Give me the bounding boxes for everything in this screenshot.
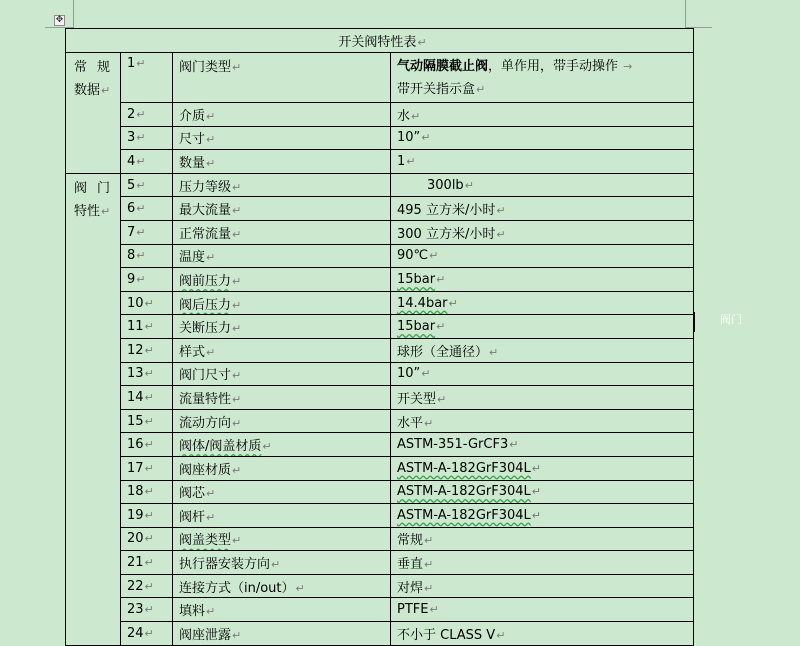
paragraph-mark: ↵ (232, 298, 242, 312)
paragraph-mark: ↵ (206, 251, 216, 265)
paragraph-mark: ↵ (421, 367, 431, 381)
parameter-name: 关断压力 (179, 321, 232, 337)
paragraph-mark: ↵ (429, 249, 439, 263)
paragraph-mark: ↵ (232, 369, 242, 383)
parameter-name-cell (173, 244, 391, 268)
row-number: 19 (127, 507, 144, 523)
row-number: 5 (127, 177, 136, 193)
parameter-value: ASTM-A-182GrF304L (397, 484, 531, 500)
paragraph-mark: ↵ (232, 204, 242, 218)
paragraph-mark: ↵ (144, 461, 154, 475)
row-number-cell (121, 622, 173, 646)
table-row (66, 598, 694, 622)
paragraph-mark: ↵ (531, 461, 541, 475)
row-number: 12 (127, 342, 144, 358)
row-number: 10 (127, 295, 144, 311)
paragraph-mark: ↵ (271, 558, 281, 572)
table-row (66, 338, 694, 362)
table-row (66, 244, 694, 268)
parameter-name: 阀座泄露 (179, 627, 232, 643)
row-number: 20 (127, 531, 144, 547)
paragraph-mark: ↵ (436, 320, 446, 334)
parameter-name: 压力等级 (179, 179, 232, 195)
parameter-value: 水 (397, 108, 411, 124)
paragraph-mark: ↵ (464, 178, 474, 192)
crop-mark-left-vertical (73, 0, 74, 28)
parameter-value: 水平 (397, 415, 424, 431)
parameter-value-cell (391, 456, 694, 480)
parameter-name-cell (173, 150, 391, 174)
parameter-name: 流动方向 (179, 415, 232, 431)
row-number: 14 (127, 389, 144, 405)
paragraph-mark: ↵ (206, 133, 216, 147)
row-number: 16 (127, 437, 144, 453)
parameter-name: 阀前压力 (179, 273, 232, 289)
table-row (66, 574, 694, 598)
table-row (66, 386, 694, 410)
crop-mark-right-vertical (685, 0, 686, 28)
group-label-line1: 阀 门 (74, 180, 110, 196)
paragraph-mark: ↵ (144, 579, 154, 593)
parameter-value-cell (391, 220, 694, 244)
row-number: 23 (127, 602, 144, 618)
row-number-cell (121, 551, 173, 575)
table-row (66, 622, 694, 646)
row-number: 1 (127, 56, 136, 71)
parameter-value: ，单作用，带手动操作 (488, 58, 619, 74)
parameter-value-cell (391, 53, 694, 103)
row-number-cell (121, 338, 173, 362)
parameter-value-cell (391, 574, 694, 598)
paragraph-mark: ↵ (496, 227, 506, 241)
paragraph-mark: ↵ (417, 36, 427, 49)
paragraph-mark: ↵ (206, 109, 216, 123)
paragraph-mark: ↵ (136, 131, 146, 145)
paragraph-mark: ↵ (232, 322, 242, 336)
parameter-value: 15bar (397, 271, 436, 287)
parameter-name: 阀芯 (179, 486, 206, 502)
row-number: 22 (127, 578, 144, 594)
parameter-value: 不小于 CLASS V (397, 627, 496, 643)
table-row (66, 456, 694, 480)
paragraph-mark: ↵ (206, 345, 216, 359)
row-number-cell (121, 150, 173, 174)
parameter-value: 10” (397, 130, 421, 146)
paragraph-mark: ↵ (232, 61, 242, 74)
paragraph-mark: ↵ (232, 416, 242, 430)
table-row (66, 126, 694, 150)
paragraph-mark: ↵ (206, 156, 216, 170)
parameter-value: 14.4bar (397, 295, 448, 311)
paragraph-mark: ↵ (424, 581, 434, 595)
table-title-text: 开关阀特性表 (338, 35, 417, 50)
parameter-name: 阀体/阀盖材质 (179, 439, 262, 455)
paragraph-mark: ↵ (136, 249, 146, 263)
parameter-value-cell (391, 173, 694, 197)
parameter-value: ASTM-A-182GrF304L (397, 460, 531, 476)
parameter-name: 温度 (179, 250, 206, 266)
row-number-cell (121, 598, 173, 622)
parameter-value-cell (391, 291, 694, 315)
row-number: 17 (127, 460, 144, 476)
parameter-value: 对焊 (397, 580, 424, 596)
row-number: 18 (127, 484, 144, 500)
parameter-name-cell (173, 53, 391, 103)
table-row (66, 150, 694, 174)
parameter-value-cell (391, 150, 694, 174)
paragraph-mark: ↵ (295, 581, 305, 595)
row-number-cell (121, 220, 173, 244)
parameter-name: 填料 (179, 604, 206, 620)
paragraph-mark: ↵ (144, 414, 154, 428)
parameter-name-cell (173, 551, 391, 575)
paragraph-mark: ↵ (144, 343, 154, 357)
parameter-value: 开关型 (397, 391, 437, 407)
parameter-name-cell (173, 315, 391, 339)
parameter-value-cell (391, 551, 694, 575)
paragraph-mark: ↵ (411, 109, 421, 123)
paragraph-mark: ↵ (144, 485, 154, 499)
parameter-name-cell (173, 598, 391, 622)
parameter-name: 数量 (179, 155, 206, 171)
table-row (66, 291, 694, 315)
parameter-name-cell (173, 480, 391, 504)
paragraph-mark: ↵ (531, 508, 541, 522)
table-row (66, 480, 694, 504)
paragraph-mark: ↵ (448, 296, 458, 310)
parameter-name-cell (173, 126, 391, 150)
parameter-name: 阀杆 (179, 509, 206, 525)
parameter-name: 流量特性 (179, 391, 232, 407)
parameter-name-cell (173, 456, 391, 480)
table-row (66, 220, 694, 244)
row-number: 15 (127, 413, 144, 429)
parameter-value-cell (391, 103, 694, 127)
paragraph-mark: ↵ (437, 392, 447, 406)
paragraph-mark: ↵ (232, 180, 242, 194)
parameter-name: 阀门类型 (179, 60, 232, 75)
row-number-cell (121, 53, 173, 103)
group-label-line2: 特性 (74, 203, 101, 219)
table-row (66, 268, 694, 292)
parameter-value-cell (391, 504, 694, 528)
parameter-name: 阀座材质 (179, 462, 232, 478)
row-number: 2 (127, 106, 136, 122)
row-number: 3 (127, 130, 136, 146)
parameter-name-cell (173, 386, 391, 410)
paragraph-mark: ↵ (406, 154, 416, 168)
paragraph-mark: ↵ (421, 131, 431, 145)
table-row (66, 409, 694, 433)
parameter-value: 常规 (397, 533, 424, 549)
paragraph-mark: ↵ (144, 367, 154, 381)
row-number: 13 (127, 366, 144, 382)
parameter-value: 90℃ (397, 248, 429, 264)
parameter-name-cell (173, 291, 391, 315)
parameter-name-cell (173, 527, 391, 551)
row-number-cell (121, 291, 173, 315)
parameter-name-cell (173, 173, 391, 197)
paragraph-mark: ↵ (144, 626, 154, 640)
row-number-cell (121, 574, 173, 598)
group-label-line1: 常 规 (74, 60, 110, 75)
row-number-cell (121, 315, 173, 339)
paragraph-mark: ↵ (424, 416, 434, 430)
row-number-cell (121, 197, 173, 221)
parameter-name-cell (173, 362, 391, 386)
row-number: 8 (127, 248, 136, 264)
paragraph-mark: ↵ (144, 556, 154, 570)
paragraph-mark: ↵ (424, 558, 434, 572)
row-number-cell (121, 173, 173, 197)
table-row (66, 197, 694, 221)
table-title (66, 29, 694, 53)
table-row (66, 173, 694, 197)
parameter-name: 阀门尺寸 (179, 368, 232, 384)
parameter-value-cell (391, 268, 694, 292)
parameter-value: 495 立方米/小时 (397, 203, 496, 219)
text-cursor (694, 312, 695, 332)
paragraph-mark: ↵ (232, 628, 242, 642)
paragraph-mark: ↵ (509, 438, 519, 452)
row-number: 9 (127, 271, 136, 287)
row-number-cell (121, 362, 173, 386)
paragraph-mark: ↵ (144, 296, 154, 310)
paragraph-mark: ↵ (232, 463, 242, 477)
row-number: 6 (127, 201, 136, 217)
paragraph-mark: ↵ (136, 154, 146, 168)
row-number-cell (121, 409, 173, 433)
parameter-value-cell (391, 433, 694, 457)
parameter-value: 1 (397, 153, 406, 169)
paragraph-mark: ↵ (232, 227, 242, 241)
side-note-text: 阀门 (720, 313, 742, 326)
table-row (66, 527, 694, 551)
parameter-name: 介质 (179, 108, 206, 124)
row-number: 21 (127, 555, 144, 571)
table-row (66, 551, 694, 575)
row-number: 24 (127, 625, 144, 641)
row-number: 4 (127, 153, 136, 169)
paragraph-mark: ↵ (232, 274, 242, 288)
parameter-value-cell (391, 338, 694, 362)
paragraph-mark: ↵ (262, 440, 272, 454)
parameter-value-cell (391, 126, 694, 150)
parameter-name: 尺寸 (179, 132, 206, 148)
table-row (66, 315, 694, 339)
row-number-cell (121, 504, 173, 528)
group-label-line2: 数据 (74, 83, 101, 98)
table-row (66, 362, 694, 386)
parameter-name-cell (173, 338, 391, 362)
paragraph-mark: ↵ (206, 605, 216, 619)
parameter-value-line2: 带开关指示盒 (397, 81, 476, 97)
paragraph-mark: ↵ (144, 532, 154, 546)
paragraph-mark: ↵ (136, 107, 146, 121)
row-number-cell (121, 456, 173, 480)
paragraph-mark: ↵ (101, 204, 111, 218)
row-number-cell (121, 433, 173, 457)
paragraph-mark: ↵ (136, 225, 146, 239)
parameter-name: 阀盖类型 (179, 533, 232, 549)
parameter-value-cell (391, 527, 694, 551)
tab-mark: → (623, 59, 633, 73)
parameter-value: 15bar (397, 319, 436, 335)
parameter-value-cell (391, 244, 694, 268)
parameter-name-cell (173, 622, 391, 646)
parameter-value: 300lb (427, 177, 464, 193)
paragraph-mark: ↵ (429, 603, 439, 617)
row-number-cell (121, 103, 173, 127)
parameter-value: PTFE (397, 602, 429, 618)
parameter-name-cell (173, 504, 391, 528)
parameter-name-cell (173, 197, 391, 221)
parameter-name-cell (173, 268, 391, 292)
paragraph-mark: ↵ (144, 390, 154, 404)
paragraph-mark: ↵ (206, 510, 216, 524)
parameter-value: ASTM-351-GrCF3 (397, 437, 509, 453)
paragraph-mark: ↵ (206, 487, 216, 501)
row-number-cell (121, 527, 173, 551)
parameter-name: 执行器安装方向 (179, 557, 271, 573)
parameter-value: 球形（全通径） (397, 344, 489, 360)
group-label-cell (66, 53, 121, 174)
paragraph-mark: ↵ (136, 57, 146, 70)
paragraph-mark: ↵ (424, 534, 434, 548)
parameter-name: 阀后压力 (179, 297, 232, 313)
parameter-value-cell (391, 197, 694, 221)
row-number-cell (121, 244, 173, 268)
group-label-cell (66, 173, 121, 645)
paragraph-mark: ↵ (496, 204, 506, 218)
parameter-value: ASTM-A-182GrF304L (397, 507, 531, 523)
table-row (66, 53, 694, 103)
paragraph-mark: ↵ (496, 628, 506, 642)
paragraph-mark: ↵ (531, 485, 541, 499)
paragraph-mark: ↵ (144, 438, 154, 452)
paragraph-mark: ↵ (144, 603, 154, 617)
row-number: 11 (127, 319, 144, 335)
parameter-name-cell (173, 220, 391, 244)
paragraph-mark: ↵ (232, 392, 242, 406)
parameter-value-cell (391, 386, 694, 410)
parameter-value-cell (391, 315, 694, 339)
parameter-name: 正常流量 (179, 226, 232, 242)
parameter-name-cell (173, 433, 391, 457)
paragraph-mark: ↵ (436, 272, 446, 286)
parameter-value-cell (391, 598, 694, 622)
table-title-row (66, 29, 694, 53)
parameter-name-cell (173, 574, 391, 598)
parameter-value: 10” (397, 366, 421, 382)
parameter-name-cell (173, 409, 391, 433)
paragraph-mark: ↵ (136, 178, 146, 192)
parameter-value: 300 立方米/小时 (397, 226, 496, 242)
parameter-name: 连接方式（in/out） (179, 580, 295, 596)
table-move-handle-icon[interactable]: ✥ (55, 15, 64, 25)
valve-type-bold: 气动隔膜截止阀 (397, 58, 489, 74)
paragraph-mark: ↵ (101, 84, 111, 97)
paragraph-mark: ↵ (136, 272, 146, 286)
row-number-cell (121, 386, 173, 410)
row-number-cell (121, 480, 173, 504)
paragraph-mark: ↵ (489, 345, 499, 359)
parameter-value-cell (391, 480, 694, 504)
row-number-cell (121, 268, 173, 292)
paragraph-mark: ↵ (476, 82, 486, 96)
parameter-name-cell (173, 103, 391, 127)
paragraph-mark: ↵ (136, 202, 146, 216)
parameter-value: 垂直 (397, 557, 424, 573)
table-row (66, 504, 694, 528)
row-number-cell (121, 126, 173, 150)
parameter-value-cell (391, 409, 694, 433)
parameter-value-cell (391, 622, 694, 646)
parameter-name: 最大流量 (179, 203, 232, 219)
paragraph-mark: ↵ (144, 320, 154, 334)
table-row (66, 433, 694, 457)
paragraph-mark: ↵ (232, 534, 242, 548)
table-row (66, 103, 694, 127)
row-number: 7 (127, 224, 136, 240)
valve-spec-table (65, 28, 694, 646)
parameter-name: 样式 (179, 344, 206, 360)
paragraph-mark: ↵ (144, 508, 154, 522)
parameter-value-cell (391, 362, 694, 386)
